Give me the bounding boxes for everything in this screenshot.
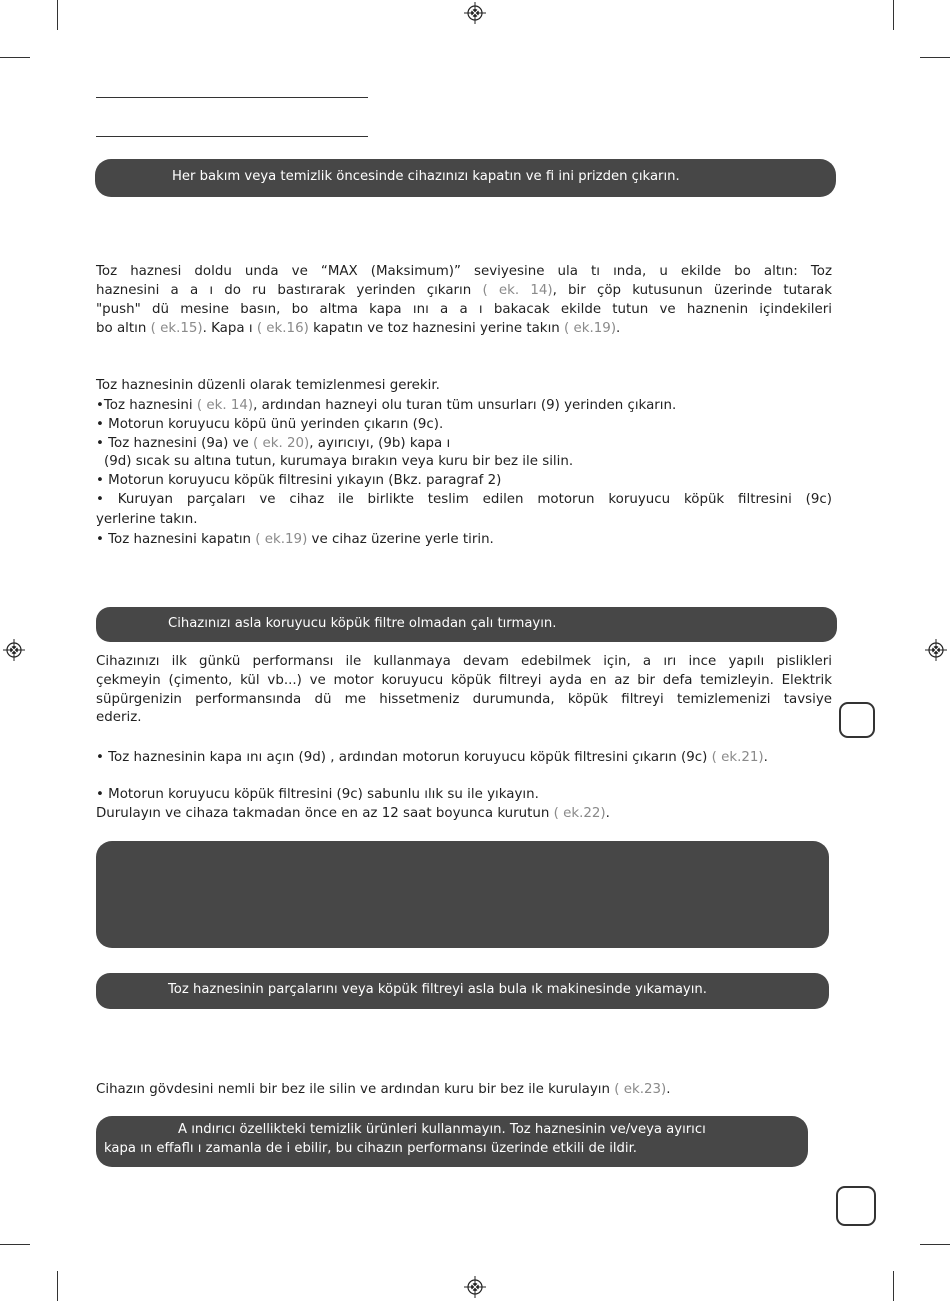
cleaning-bullet-5-line-2: yerlerine takın. (96, 512, 198, 527)
filter-step-2: • Motorun koruyucu köpük filtresini (9c) sabunlu ılık su ile yıkayın. (96, 787, 539, 802)
registration-mark-icon (464, 1276, 486, 1298)
cleaning-bullet-5-line-1: • Kuruyan parçaları ve cihaz ile birlikte teslim edilen motorun koruyucu köpük filtresini (9c) (96, 492, 832, 507)
figure-ref: ( ek.23) (614, 1082, 667, 1097)
heading-rule (96, 136, 368, 137)
warning-text: Her bakım veya temizlik öncesinde cihazınızı kapatın ve fi ini prizden çıkarın. (172, 169, 680, 184)
figure-ref: ( ek. 14) (196, 398, 254, 413)
emptying-line-2: haznesini a a ı do ru bastırarak yerinden çıkarın ( ek. 14), bir çöp kutusunun üzerinde tutarak (96, 283, 832, 298)
cleaning-bullet-3-cont: (9d) sıcak su altına tutun, kurumaya bırakın veya kuru bir bez ile silin. (104, 454, 574, 469)
warning-banner-abrasive (96, 1116, 808, 1167)
emptying-line-1: Toz haznesi doldu unda ve “MAX (Maksimum)” seviyesine ula tı ında, u ekilde bo altın: Toz (96, 264, 832, 279)
registration-mark-icon (464, 2, 486, 24)
figure-ref: ( ek.19) (564, 321, 617, 336)
crop-mark (920, 57, 950, 58)
warning-text-line-1: A ındırıcı özellikteki temizlik ürünleri kullanmayın. Toz haznesinin ve/veya ayırıcı (178, 1122, 706, 1137)
figure-ref: ( ek.19) (255, 532, 308, 547)
heading-rule (96, 97, 368, 98)
registration-mark-icon (3, 639, 25, 661)
crop-mark (57, 1271, 58, 1301)
figure-ref: ( ek. 20) (253, 436, 310, 451)
info-box-blank (96, 841, 829, 948)
filter-line-3: süpürgenizin performansında dü me hissetmeniz durumunda, köpük filtreyi temizlemenizi tavsiye (96, 692, 832, 707)
figure-ref: ( ek.22) (553, 806, 606, 821)
cleaning-bullet-3: • Toz haznesini (9a) ve ( ek. 20), ayırıcıyı, (9b) kapa ı (96, 436, 451, 451)
figure-ref: ( ek.21) (711, 750, 764, 765)
filter-line-2: çekmeyin (çimento, kül vb...) ve motor koruyucu köpük filtreyi ayda en az bir defa temizleyin. Elektrik (96, 673, 832, 688)
warning-banner-dishwasher (96, 973, 829, 1009)
warning-text-line-2: kapa ın effaflı ı zamanla de i ebilir, bu cihazın performansı üzerinde etkili de ildir. (104, 1141, 637, 1156)
figure-ref: ( ek.15) (150, 321, 203, 336)
emptying-line-4: bo altın ( ek.15). Kapa ı ( ek.16) kapatın ve toz haznesini yerine takın ( ek.19). (96, 321, 621, 336)
crop-mark (0, 1244, 30, 1245)
crop-mark (893, 0, 894, 30)
cleaning-bullet-1: •Toz haznesini ( ek. 14), ardından hazneyi olu turan tüm unsurları (9) yerinden çıkarın. (96, 398, 677, 413)
warning-text: Toz haznesinin parçalarını veya köpük filtreyi asla bula ık makinesinde yıkamayın. (168, 982, 707, 997)
warning-banner-filter (96, 607, 837, 642)
crop-mark (920, 1244, 950, 1245)
body-cleaning-text: Cihazın gövdesini nemli bir bez ile silin ve ardından kuru bir bez ile kurulayın ( ek.23). (96, 1082, 671, 1097)
crop-mark (893, 1271, 894, 1301)
crop-mark (57, 0, 58, 30)
emptying-line-3: "push" dü mesine basın, bo altma kapa ını a a ı bakacak ekilde tutun ve haznenin içindekileri (96, 302, 832, 317)
filter-step-1: • Toz haznesinin kapa ını açın (9d) , ardından motorun koruyucu köpük filtresini çıkarın (9c) ( ek.21). (96, 750, 768, 765)
warning-text: Cihazınızı asla koruyucu köpük filtre olmadan çalı tırmayın. (168, 616, 557, 631)
page-number-box (836, 1186, 876, 1226)
registration-mark-icon (925, 639, 947, 661)
filter-line-1: Cihazınızı ilk günkü performansı ile kullanmaya devam edebilmek için, a ırı ince yapılı pislikleri (96, 654, 832, 669)
filter-line-4: ederiz. (96, 710, 142, 725)
cleaning-bullet-6: • Toz haznesini kapatın ( ek.19) ve cihaz üzerine yerle tirin. (96, 532, 494, 547)
page-tab-marker (839, 702, 875, 738)
warning-banner-unplug (95, 159, 836, 197)
cleaning-bullet-2: • Motorun koruyucu köpü ünü yerinden çıkarın (9c). (96, 417, 444, 432)
figure-ref: ( ek.16) (256, 321, 309, 336)
cleaning-bullet-4: • Motorun koruyucu köpük filtresini yıkayın (Bkz. paragraf 2) (96, 473, 502, 488)
filter-step-3: Durulayın ve cihaza takmadan önce en az 12 saat boyunca kurutun ( ek.22). (96, 806, 610, 821)
cleaning-intro: Toz haznesinin düzenli olarak temizlenmesi gerekir. (96, 378, 440, 393)
crop-mark (0, 57, 30, 58)
figure-ref: ( ek. 14) (482, 283, 553, 298)
